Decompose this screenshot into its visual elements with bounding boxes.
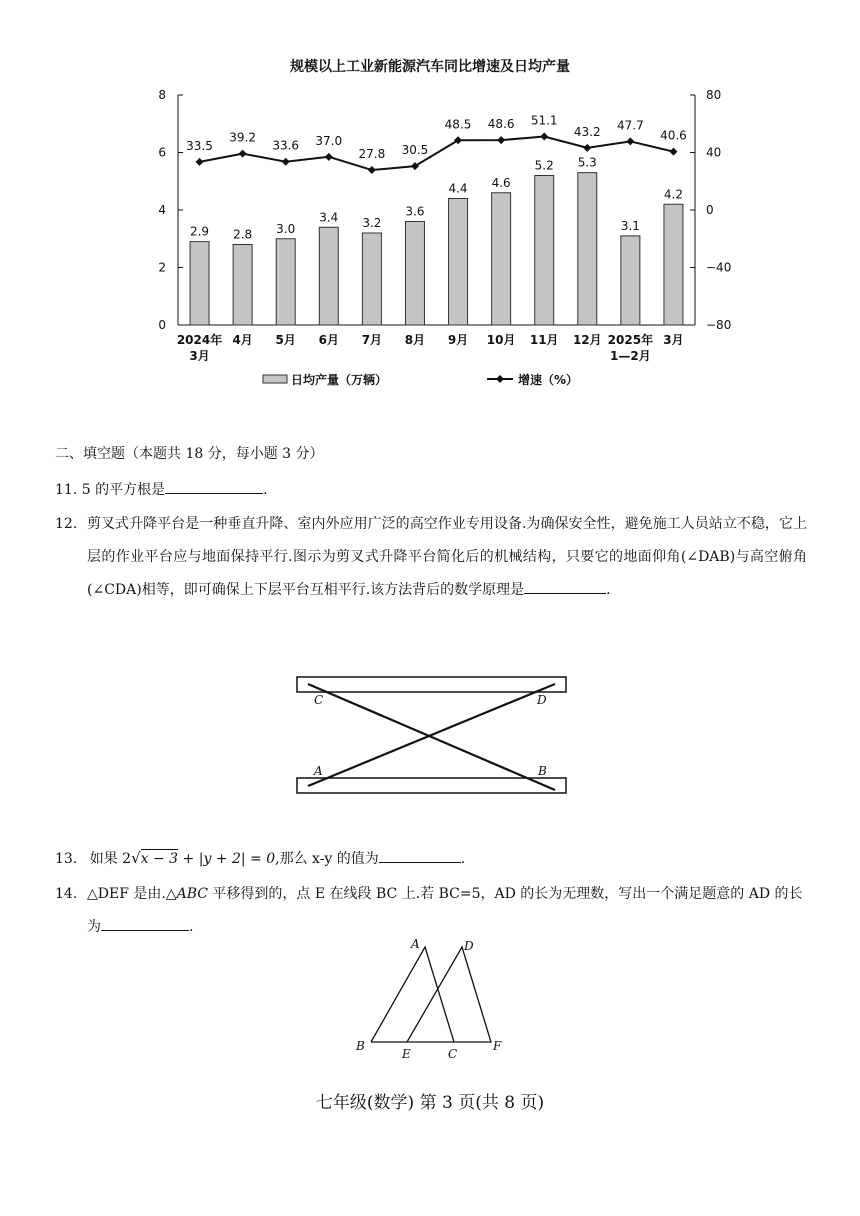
bar (535, 176, 554, 326)
line-point (497, 136, 505, 144)
triangle-abc (371, 947, 454, 1042)
bar-value-label: 3.6 (405, 204, 425, 219)
line-point (540, 133, 548, 141)
line-point (368, 166, 376, 174)
q13-end: . (460, 851, 466, 867)
bar-series-group (190, 156, 683, 325)
left-tick-label: 0 (158, 318, 166, 332)
q11-number: 11. (55, 482, 78, 498)
line-value-label: 39.2 (229, 130, 256, 145)
line-series-group (186, 114, 687, 174)
right-tick-label: 80 (706, 88, 722, 102)
q14-text-before: △DEF 是由. (87, 886, 166, 902)
line-value-label: 30.5 (401, 143, 429, 158)
category-label: 8月 (404, 333, 426, 347)
production-growth-chart (0, 0, 860, 400)
category-label: 9月 (447, 333, 469, 347)
line-point (626, 137, 634, 145)
q14-abc: ABC (176, 886, 208, 902)
bar-value-label: 4.6 (491, 175, 511, 190)
line-value-label: 48.5 (444, 117, 472, 132)
bar (621, 236, 640, 325)
left-tick-label: 8 (158, 88, 166, 102)
q12-answer-blank[interactable] (524, 577, 606, 594)
tri-label-d: D (464, 939, 474, 953)
legend-bar-label: 日均产量（万辆） (291, 373, 388, 387)
category-label: 11月 (529, 333, 559, 347)
bar-value-label: 2.8 (233, 227, 253, 242)
line-value-label: 48.6 (487, 117, 515, 132)
q12-end: . (606, 582, 611, 598)
q11-text: 5 的平方根是 (81, 482, 166, 498)
triangles-figure (350, 934, 520, 1059)
bar-value-label: 5.2 (534, 158, 554, 173)
category-label: 3月 (189, 349, 210, 363)
legend-line-marker (496, 375, 504, 383)
legend-bar-swatch (263, 375, 287, 383)
category-label: 4月 (232, 333, 253, 347)
legend-line-label: 增速（%） (518, 373, 579, 387)
tri-label-c: C (448, 1047, 458, 1059)
category-label: 10月 (486, 333, 516, 347)
line-value-label: 27.8 (358, 147, 386, 162)
line-value-label: 43.2 (573, 124, 601, 139)
q13-number: 13. (55, 851, 78, 867)
bar-value-label: 3.4 (319, 210, 339, 225)
label-d: D (537, 693, 547, 707)
bar (664, 204, 683, 325)
page-footer: 七年级(数学) 第 3 页(共 8 页) (315, 1093, 545, 1113)
question-12 (55, 508, 807, 607)
bar (578, 173, 597, 325)
bar-value-label: 3.0 (276, 221, 296, 236)
label-a: A (314, 764, 323, 778)
label-b: B (538, 764, 547, 778)
q13-coef: 2 (122, 851, 132, 867)
line-value-label: 51.1 (530, 113, 558, 128)
line-value-label: 37.0 (315, 133, 343, 148)
q14-tri: △ (165, 886, 177, 902)
q13-prefix: 如果 (89, 851, 123, 867)
category-label: 3月 (663, 333, 684, 347)
right-tick-label: −80 (706, 318, 732, 332)
q14-answer-blank[interactable] (101, 914, 189, 931)
line-point (583, 144, 591, 152)
line-value-label: 40.6 (660, 128, 687, 143)
q14-text-mid: 平移得到的，点 E 在线段 BC 上.若 BC=5，AD 的长为无理数，写出一个满足题意的 AD 的长为 (87, 886, 803, 935)
scissor-lift-figure (290, 672, 580, 802)
bar-value-label: 3.2 (362, 216, 382, 230)
line-value-label: 33.6 (272, 138, 300, 153)
line-point (669, 148, 677, 156)
left-tick-label: 2 (158, 260, 166, 275)
q12-number: 12. (55, 516, 78, 532)
left-tick-label: 6 (158, 145, 166, 160)
bar-value-label: 4.2 (663, 187, 684, 202)
right-tick-label: 40 (706, 145, 722, 160)
category-label: 5月 (275, 333, 296, 347)
question-13: 13. 如果 2√x − 3 + |y + 2| = 0,那么 x-y 的值为 . (55, 846, 465, 869)
q13-rest: + |y + 2| = 0 (178, 851, 276, 867)
chart-title: 规模以上工业新能源汽车同比增速及日均产量 (290, 59, 570, 75)
bar (362, 233, 381, 325)
bar-value-label: 2.9 (189, 224, 210, 239)
section-heading: 二、填空题（本题共 18 分，每小题 3 分） (55, 446, 324, 462)
bar-value-label: 4.4 (448, 181, 468, 196)
q13-answer-blank[interactable] (379, 846, 461, 863)
category-label: 2024年 (176, 333, 223, 347)
growth-line (200, 137, 674, 170)
tri-label-b: B (356, 1039, 365, 1053)
category-label: 2025年 (607, 333, 654, 347)
q11-end: . (263, 482, 268, 498)
category-axis-labels (177, 332, 684, 363)
left-tick-label: 4 (158, 203, 166, 217)
line-point (325, 153, 333, 161)
q12-text: 剪叉式升降平台是一种垂直升降、室内外应用广泛的高空作业专用设备.为确保安全性，避免施工人员站立不稳，它上层的作业平台应与地面保持平行.图示为剪叉式升降平台简化后的机械结构，只要它的地面仰角(∠DAB)与高空俯角(∠CDA)相等，即可确保上下层平台互相平行.该方法背后的数学原理是 (87, 516, 807, 598)
tri-label-a: A (411, 937, 420, 951)
category-label: 12月 (572, 333, 602, 347)
right-y-axis (690, 88, 731, 332)
q13-radicand: x − 3 (140, 851, 179, 867)
q11-answer-blank[interactable] (165, 477, 263, 494)
q13-mid: ,那么 x-y 的值为 (275, 851, 379, 867)
category-label: 7月 (361, 333, 383, 347)
bar (233, 245, 252, 326)
bar-value-label: 5.3 (577, 155, 597, 170)
line-value-label: 33.5 (186, 138, 213, 153)
q14-end: . (189, 919, 194, 935)
question-11 (55, 477, 268, 500)
line-point (282, 158, 290, 166)
line-value-label: 47.7 (617, 118, 644, 133)
bar (405, 222, 424, 326)
category-label: 1—2月 (610, 349, 651, 363)
bar (276, 239, 295, 325)
q14-number: 14. (55, 886, 78, 902)
bar-value-label: 3.1 (620, 218, 640, 233)
right-tick-label: 0 (706, 203, 714, 217)
line-point (196, 158, 204, 166)
lower-platform (297, 778, 566, 793)
chart-legend (263, 372, 578, 387)
bar (492, 193, 511, 325)
bar (190, 242, 209, 325)
right-tick-label: −40 (706, 260, 732, 275)
category-label: 6月 (318, 333, 339, 347)
line-point (239, 150, 247, 158)
tri-label-e: E (402, 1047, 411, 1059)
tri-label-f: F (493, 1039, 502, 1053)
bar (449, 199, 468, 326)
upper-platform (297, 677, 566, 692)
bar (319, 227, 338, 325)
label-c: C (314, 693, 324, 707)
